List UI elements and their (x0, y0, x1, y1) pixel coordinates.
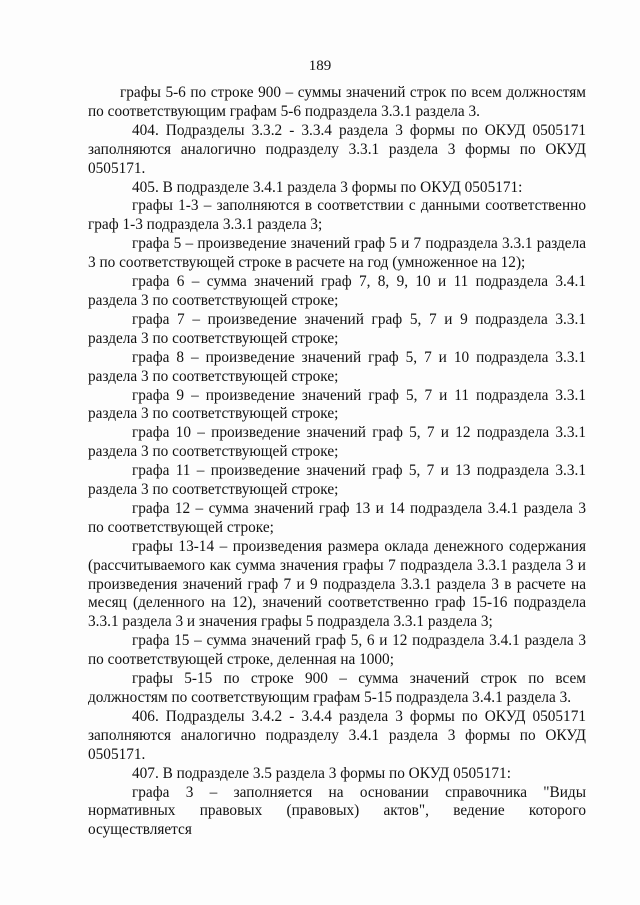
paragraph-graph-8: графа 8 – произведение значений граф 5, 7 и 10 подраздела 3.3.1 раздела 3 по соответствующей строке; (88, 348, 586, 385)
paragraph-graph-15: графа 15 – сумма значений граф 5, 6 и 12 подраздела 3.4.1 раздела 3 по соответствующей строке, деленная на 1000; (88, 632, 586, 669)
paragraph-graph-3: графа 3 – заполняется на основании справочника "Виды нормативных правовых (правовых) актов", ведение которого осуществляется (88, 783, 586, 839)
paragraph-graphs-13-14: графы 13-14 – произведения размера оклада денежного содержания (рассчитываемого как сумма значения графы 7 подраздела 3.3.1 раздела 3 и произведения значений граф 7 и 9 подраздела 3.3.1 раздела 3 в расчете на месяц (деленного на 12), значений соответственно граф 15-16 подраздела 3.3.1 раздела 3 и значения графы 5 подраздела 3.3.1 раздела 3; (88, 537, 586, 631)
paragraph-graphs-5-15-row-900: графы 5-15 по строке 900 – сумма значений строк по всем должностям по соответствующим графам 5-15 подраздела 3.4.1 раздела 3. (88, 670, 586, 706)
paragraph-graph-12: графа 12 – сумма значений граф 13 и 14 подраздела 3.4.1 раздела 3 по соответствующей строке; (88, 499, 586, 536)
paragraph-item-406: 406. Подразделы 3.4.2 - 3.4.4 раздела 3 формы по ОКУД 0505171 заполняются аналогично подразделу 3.4.1 раздела 3 формы по ОКУД 0505171. (88, 707, 586, 763)
paragraph-graph-7: графа 7 – произведение значений граф 5, 7 и 9 подраздела 3.3.1 раздела 3 по соответствующей строке; (88, 310, 586, 347)
paragraph-item-407: 407. В подразделе 3.5 раздела 3 формы по ОКУД 0505171: (132, 764, 511, 782)
paragraph-graph-11: графа 11 – произведение значений граф 5, 7 и 13 подраздела 3.3.1 раздела 3 по соответствующей строке; (88, 462, 586, 499)
paragraph-graph-9: графа 9 – произведение значений граф 5, 7 и 11 подраздела 3.3.1 раздела 3 по соответствующей строке; (88, 386, 586, 423)
paragraph-graphs-5-6-row-900: графы 5-6 по строке 900 – суммы значений строк по всем должностям по соответствующим графам 5-6 подраздела 3.3.1 раздела 3. (88, 84, 586, 120)
paragraph-graph-6: графа 6 – сумма значений граф 7, 8, 9, 10 и 11 подраздела 3.4.1 раздела 3 по соответствующей строке; (88, 273, 586, 309)
paragraph-graph-5: графа 5 – произведение значений граф 5 и 7 подраздела 3.3.1 раздела 3 по соответствующей строке в расчете на год (умноженное на 12); (88, 235, 586, 272)
paragraph-graphs-1-3: графы 1-3 – заполняются в соответствии с данными соответственно граф 1-3 подраздела 3.3.1 раздела 3; (88, 197, 586, 234)
paragraph-item-405: 405. В подразделе 3.4.1 раздела 3 формы по ОКУД 0505171: (132, 178, 523, 196)
document-body (88, 84, 586, 840)
page-number: 189 (308, 58, 332, 74)
paragraph-item-404: 404. Подразделы 3.3.2 - 3.3.4 раздела 3 формы по ОКУД 0505171 заполняются аналогично подразделу 3.3.1 раздела 3 формы по ОКУД 0505171. (88, 121, 586, 177)
paragraph-graph-10: графа 10 – произведение значений граф 5, 7 и 12 подраздела 3.3.1 раздела 3 по соответствующей строке; (88, 424, 586, 461)
